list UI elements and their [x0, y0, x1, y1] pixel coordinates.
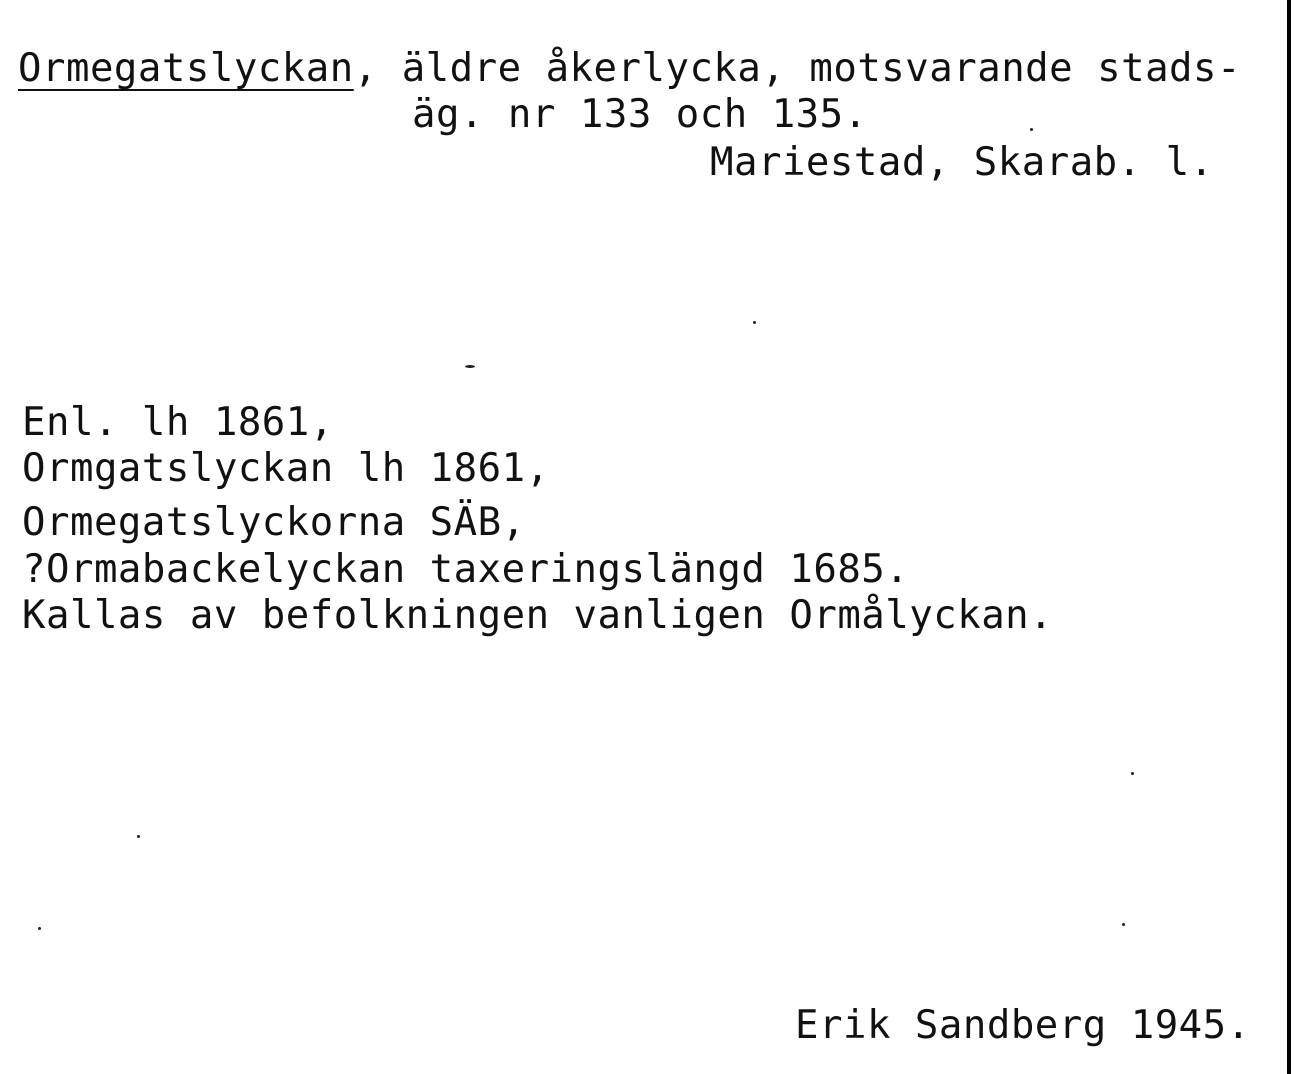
signature: Erik Sandberg 1945. — [795, 1003, 1251, 1048]
body-line: Enl. lh 1861, — [22, 400, 334, 445]
ink-speck — [1122, 923, 1125, 926]
location-label: Mariestad, Skarab. l. — [710, 140, 1214, 185]
ink-speck — [1030, 128, 1033, 131]
definition-line-1: , äldre åkerlycka, motsvarande stads- — [353, 46, 1241, 91]
ink-speck — [1131, 772, 1134, 775]
body-line: Ormegatslyckorna SÄB, — [22, 500, 526, 545]
definition-line-2: äg. nr 133 och 135. — [412, 92, 868, 137]
header-line-1 — [18, 46, 1241, 92]
headword: Ormegatslyckan — [18, 46, 354, 91]
ink-speck — [465, 365, 475, 368]
body-line: Kallas av befolkningen vanligen Ormålyckan. — [22, 593, 1054, 638]
ink-speck — [753, 321, 756, 324]
ink-speck — [38, 927, 41, 930]
body-line: ?Ormabackelyckan taxeringslängd 1685. — [22, 547, 910, 592]
card-right-edge — [1287, 0, 1291, 1074]
ink-speck — [137, 835, 140, 838]
body-line: Ormgatslyckan lh 1861, — [22, 446, 550, 491]
